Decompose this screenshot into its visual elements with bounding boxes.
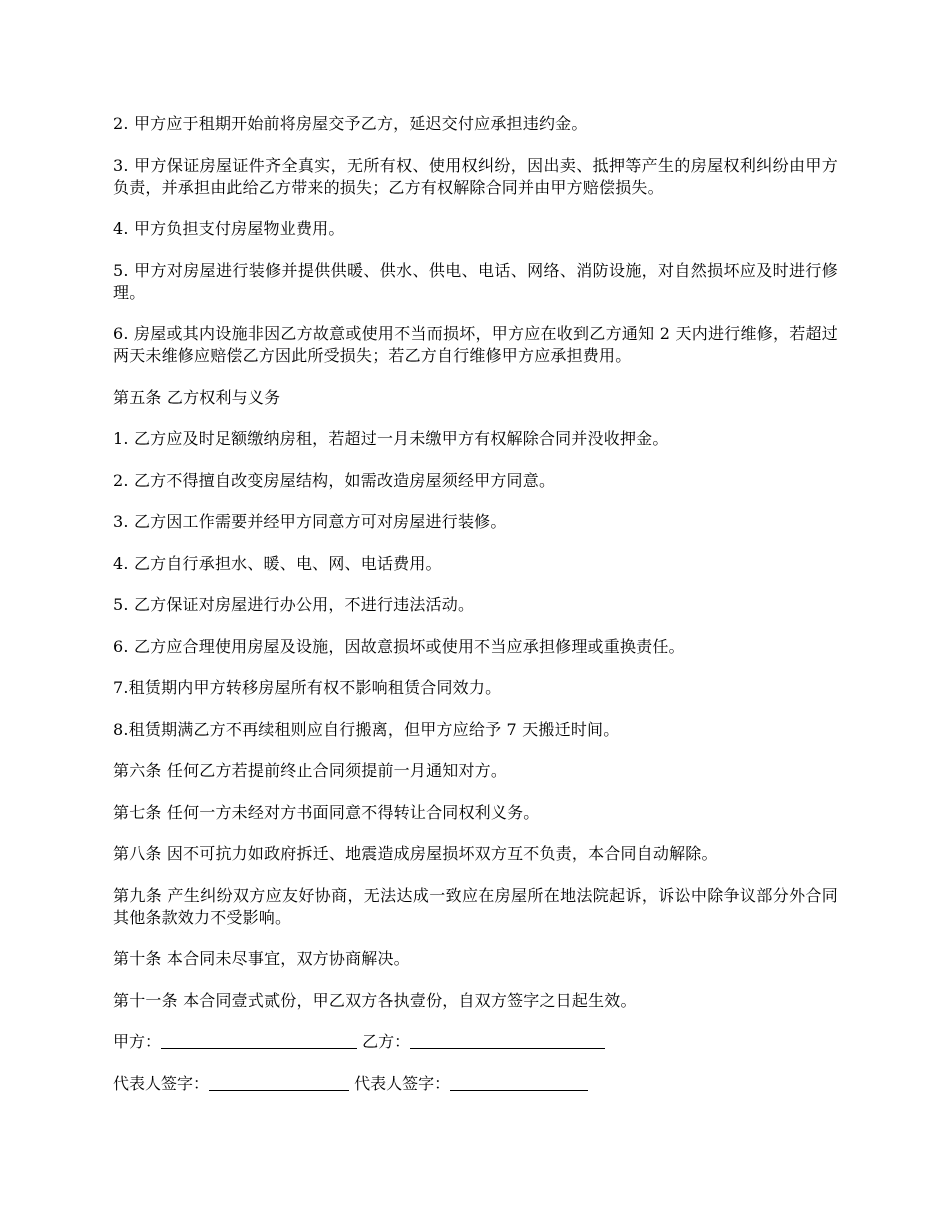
rep-b-label: 代表人签字： [354,1073,451,1093]
party-a-blank[interactable] [161,1032,357,1049]
article-paragraph: 第六条 任何乙方若提前终止合同须提前一月通知对方。 [113,761,508,780]
clause-paragraph: 5. 甲方对房屋进行装修并提供供暖、供水、供电、电话、网络、消防设施，对自然损坏应及时进行修理。 [113,260,838,302]
clause-paragraph: 5. 乙方保证对房屋进行办公用，不进行违法活动。 [113,595,475,614]
party-b-label: 乙方： [362,1032,411,1051]
representative-signature-row [113,1073,838,1095]
clause-paragraph: 4. 甲方负担支付房屋物业费用。 [113,219,345,238]
article-paragraph: 第七条 任何一方未经对方书面同意不得转让合同权利义务。 [113,802,540,822]
clause-paragraph: 3. 甲方保证房屋证件齐全真实，无所有权、使用权纠纷，因出卖、抵押等产生的房屋权利纠纷由甲方负责，并承担由此给乙方带来的损失；乙方有权解除合同并由甲方赔偿损失。 [113,155,838,197]
party-a-label: 甲方： [113,1032,162,1051]
party-signature-row [113,1031,838,1053]
clause-paragraph: 3. 乙方因工作需要并经甲方同意方可对房屋进行装修。 [113,512,507,531]
clause-paragraph: 7.租赁期内甲方转移房屋所有权不影响租赁合同效力。 [113,678,502,697]
article-paragraph: 第九条 产生纠纷双方应友好协商，无法达成一致应在房屋所在地法院起诉，诉讼中除争议部分外合同其他条款效力不受影响。 [113,885,838,927]
clause-paragraph: 4. 乙方自行承担水、暖、电、网、电话费用。 [113,553,442,573]
article-paragraph: 第十条 本合同未尽事宜，双方协商解决。 [113,949,410,968]
rep-a-label: 代表人签字： [113,1073,210,1093]
clause-paragraph: 8.租赁期满乙方不再续租则应自行搬离，但甲方应给予 7 天搬迁时间。 [113,719,620,739]
clause-paragraph: 2. 甲方应于租期开始前将房屋交予乙方，延迟交付应承担违约金。 [113,114,588,133]
article-heading: 第五条 乙方权利与义务 [113,387,281,407]
clause-paragraph: 2. 乙方不得擅自改变房屋结构，如需改造房屋须经甲方同意。 [113,470,556,490]
rep-b-blank[interactable] [450,1074,588,1091]
clause-paragraph: 6. 房屋或其内设施非因乙方故意或使用不当而损坏，甲方应在收到乙方通知 2 天内进行维修，若超过两天未维修应赔偿乙方因此所受损失；若乙方自行维修甲方应承担费用。 [113,324,838,365]
article-paragraph: 第八条 因不可抗力如政府拆迁、地震造成房屋损坏双方互不负责，本合同自动解除。 [113,844,718,863]
clause-paragraph: 1. 乙方应及时足额缴纳房租，若超过一月未缴甲方有权解除合同并没收押金。 [113,429,669,448]
party-b-blank[interactable] [410,1032,605,1049]
rep-a-blank[interactable] [209,1074,349,1091]
clause-paragraph: 6. 乙方应合理使用房屋及设施，因故意损坏或使用不当应承担修理或重换责任。 [113,636,685,656]
article-paragraph: 第十一条 本合同壹式贰份，甲乙双方各执壹份，自双方签字之日起生效。 [113,990,637,1010]
contract-body [113,113,838,1114]
